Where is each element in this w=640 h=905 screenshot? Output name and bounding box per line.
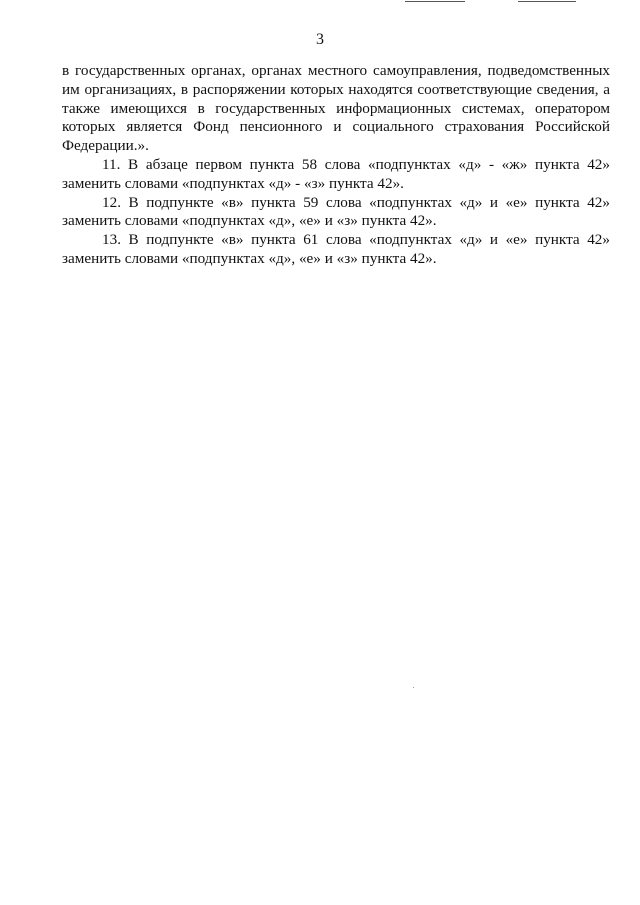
scan-speck: [413, 687, 414, 688]
paragraph-continuation: в государственных органах, органах местного самоуправления, подведомственных им организациях, в распоряжении которых находятся соответствующие сведения, а также имеющихся в государственных информационных системах, оператором которых является Фонд пенсионного и социального страхования Российской Федерации.».: [62, 62, 610, 155]
scan-artifact-line: [405, 1, 465, 2]
scan-artifact-line: [518, 1, 576, 2]
page-number: 3: [316, 31, 324, 48]
document-body: [62, 62, 610, 269]
paragraph-item-12: 12. В подпункте «в» пункта 59 слова «подпунктах «д» и «е» пункта 42» заменить словами «подпунктах «д», «е» и «з» пункта 42».: [62, 193, 610, 230]
paragraph-item-11: 11. В абзаце первом пункта 58 слова «подпунктах «д» - «ж» пункта 42» заменить словами «подпунктах «д» - «з» пункта 42».: [62, 155, 610, 192]
paragraph-item-13: 13. В подпункте «в» пункта 61 слова «подпунктах «д» и «е» пункта 42» заменить словами «подпунктах «д», «е» и «з» пункта 42».: [62, 231, 610, 267]
